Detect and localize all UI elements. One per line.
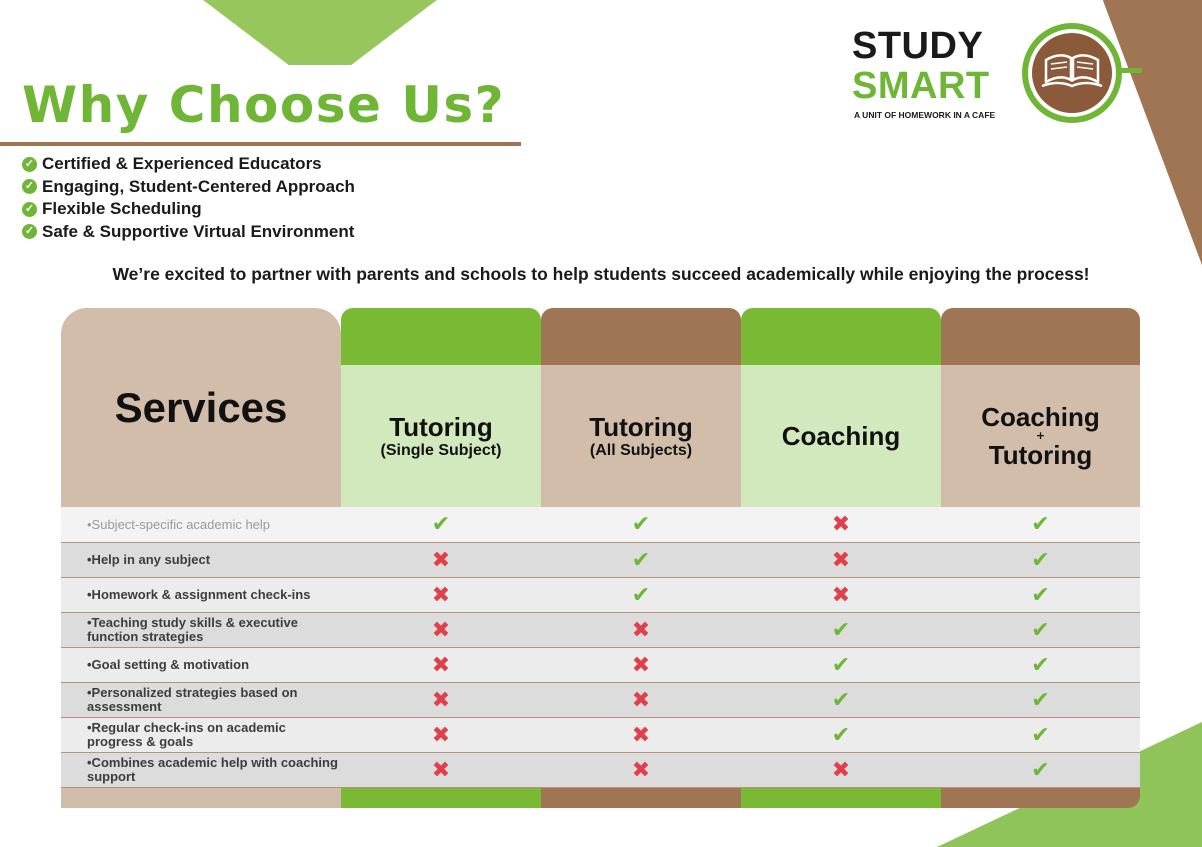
cross-icon: ✖ (431, 652, 451, 678)
table-cell (941, 683, 1140, 717)
table-row (61, 683, 1140, 718)
table-cell (341, 543, 541, 577)
column-title: Tutoring (589, 412, 693, 442)
table-cell (541, 718, 741, 752)
table-row (61, 718, 1140, 753)
row-label: •Help in any subject (61, 543, 341, 577)
table-cell (341, 507, 541, 542)
column-header (741, 365, 941, 507)
cross-icon: ✖ (631, 722, 651, 748)
tagline: We’re excited to partner with parents and schools to help students succeed academically while enjoying the process! (112, 264, 1090, 284)
cross-icon: ✖ (431, 582, 451, 608)
decorative-top-green-shape (190, 0, 450, 65)
table-body (61, 507, 1140, 788)
cross-icon: ✖ (631, 687, 651, 713)
check-icon: ✔ (1031, 722, 1050, 748)
check-icon: ✔ (1031, 617, 1050, 643)
table-cell (741, 718, 941, 752)
benefit-label: Safe & Supportive Virtual Environment (42, 221, 355, 241)
column-title: Coaching (981, 402, 1100, 432)
table-row (61, 543, 1140, 578)
services-header: Services (114, 383, 288, 431)
check-icon: ✔ (1031, 512, 1050, 537)
table-cell (541, 683, 741, 717)
table-cell (941, 753, 1140, 787)
check-icon: ✔ (1031, 687, 1050, 713)
table-cell (541, 578, 741, 612)
column-title: Tutoring (389, 412, 493, 442)
check-circle-icon: ✓ (22, 157, 37, 172)
cross-icon: ✖ (831, 512, 851, 537)
benefit-label: Flexible Scheduling (42, 199, 202, 219)
check-icon: ✔ (1031, 582, 1050, 608)
benefit-label: Certified & Experienced Educators (42, 154, 322, 174)
row-label: •Combines academic help with coaching support (61, 753, 341, 787)
column-header (541, 365, 741, 507)
table-cell (741, 578, 941, 612)
table-cell (941, 507, 1140, 542)
benefits-list (22, 153, 355, 243)
footer-band-services (61, 788, 341, 808)
study-smart-logo (852, 22, 1152, 132)
cross-icon: ✖ (431, 757, 451, 783)
benefit-item (22, 176, 355, 199)
page-title: Why Choose Us? (22, 76, 506, 134)
column-header-band (341, 308, 541, 365)
check-icon: ✔ (831, 687, 851, 713)
check-icon: ✔ (831, 652, 851, 678)
cross-icon: ✖ (431, 617, 451, 643)
table-cell (941, 648, 1140, 682)
check-icon: ✔ (831, 722, 851, 748)
column-header-band (941, 308, 1140, 365)
table-cell (741, 543, 941, 577)
column-header-band (541, 308, 741, 365)
table-row (61, 578, 1140, 613)
footer-band-brown (541, 788, 741, 808)
logo-word-smart: SMART (852, 65, 990, 107)
row-label: •Homework & assignment check-ins (61, 578, 341, 612)
cross-icon: ✖ (431, 547, 451, 573)
check-icon: ✔ (831, 617, 851, 643)
row-label: •Teaching study skills & executive function strategies (61, 613, 341, 647)
title-underline (0, 142, 521, 146)
table-cell (741, 753, 941, 787)
check-icon: ✔ (431, 512, 451, 537)
table-cell (741, 648, 941, 682)
check-icon: ✔ (1031, 652, 1050, 678)
footer-band-brown (941, 788, 1140, 808)
table-row (61, 753, 1140, 788)
column-subtitle: (All Subjects) (589, 442, 693, 459)
table-cell (341, 648, 541, 682)
check-circle-icon: ✓ (22, 224, 37, 239)
column-header (941, 365, 1140, 507)
table-cell (941, 543, 1140, 577)
cross-icon: ✖ (431, 687, 451, 713)
table-cell (341, 578, 541, 612)
table-cell (341, 718, 541, 752)
plus-sign: + (1035, 429, 1046, 442)
column-header-band (741, 308, 941, 365)
check-icon: ✔ (631, 512, 651, 537)
cross-icon: ✖ (631, 757, 651, 783)
column-subtitle: (Single Subject) (380, 442, 502, 459)
table-cell (741, 683, 941, 717)
table-cell (541, 648, 741, 682)
table-cell (541, 613, 741, 647)
check-circle-icon: ✓ (22, 202, 37, 217)
row-label: •Subject-specific academic help (61, 507, 341, 542)
footer-band-green (341, 788, 541, 808)
footer-band-green (741, 788, 941, 808)
table-cell (741, 507, 941, 542)
check-icon: ✔ (631, 582, 651, 608)
logo-word-study: STUDY (852, 25, 984, 67)
table-cell (941, 718, 1140, 752)
cross-icon: ✖ (831, 582, 851, 608)
table-row (61, 648, 1140, 683)
benefit-item (22, 153, 355, 176)
table-cell (341, 613, 541, 647)
column-header (341, 365, 541, 507)
table-cell (941, 578, 1140, 612)
cross-icon: ✖ (631, 652, 651, 678)
row-label: •Regular check-ins on academic progress & goals (61, 718, 341, 752)
benefit-label: Engaging, Student-Centered Approach (42, 176, 355, 196)
table-row (61, 613, 1140, 648)
check-icon: ✔ (1031, 547, 1050, 573)
services-comparison-table (61, 308, 1140, 808)
benefit-item (22, 221, 355, 244)
row-label: •Personalized strategies based on assessment (61, 683, 341, 717)
cross-icon: ✖ (631, 617, 651, 643)
open-book-coffee-cup-icon (1020, 22, 1144, 126)
table-cell (741, 613, 941, 647)
table-cell (541, 507, 741, 542)
table-cell (541, 753, 741, 787)
check-icon: ✔ (1031, 757, 1050, 783)
cross-icon: ✖ (431, 722, 451, 748)
column-title-second: Tutoring (988, 440, 1093, 470)
cross-icon: ✖ (831, 547, 851, 573)
logo-subtitle: A UNIT OF HOMEWORK IN A CAFE (854, 110, 996, 120)
table-row (61, 507, 1140, 543)
table-cell (541, 543, 741, 577)
check-circle-icon: ✓ (22, 179, 37, 194)
column-title: Coaching (781, 421, 901, 451)
cross-icon: ✖ (831, 757, 851, 783)
table-cell (341, 683, 541, 717)
check-icon: ✔ (631, 547, 651, 573)
table-cell (941, 613, 1140, 647)
table-cell (341, 753, 541, 787)
row-label: •Goal setting & motivation (61, 648, 341, 682)
benefit-item (22, 198, 355, 221)
